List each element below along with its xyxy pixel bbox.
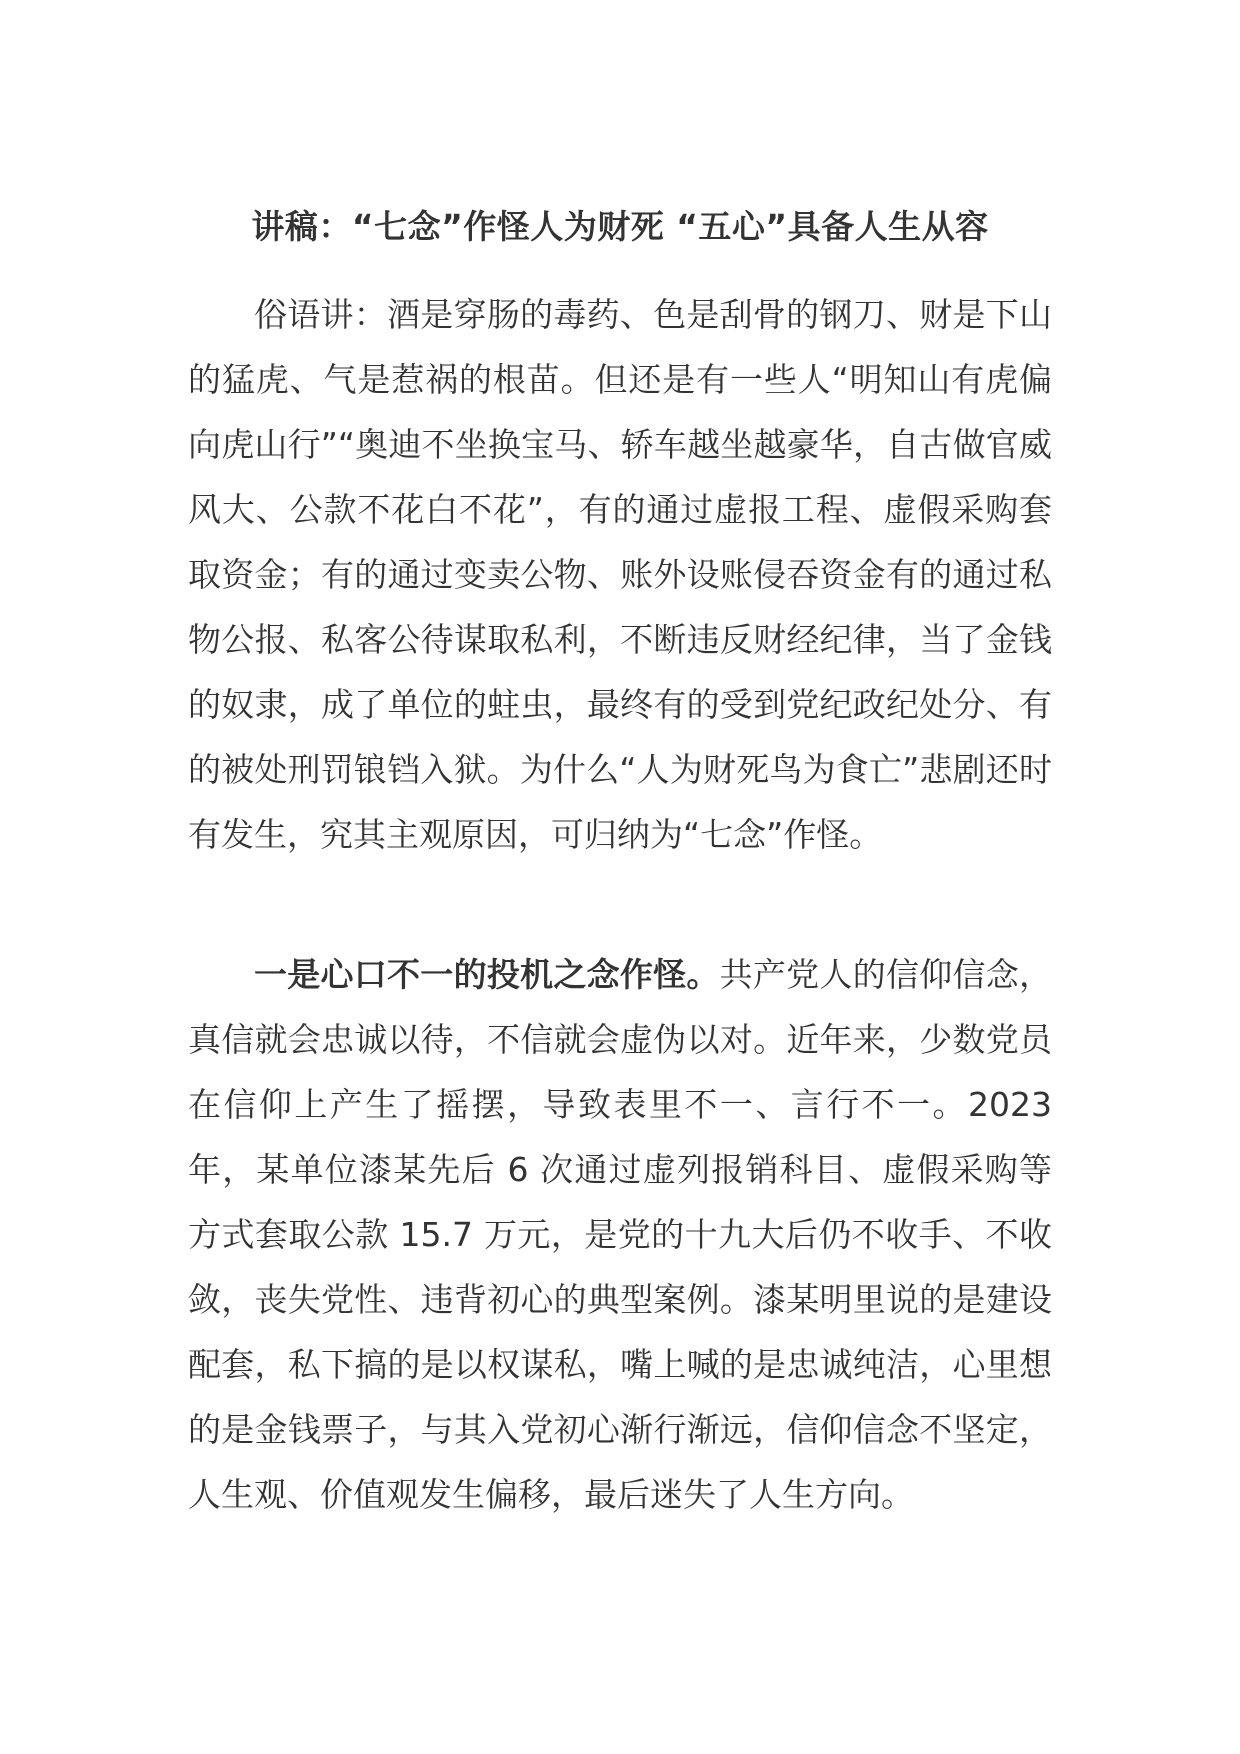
paragraph-point-one	[188, 942, 1052, 1527]
paragraph-point-one-lead: 一是心口不一的投机之念作怪。	[254, 955, 720, 994]
paragraph-intro-text: 俗语讲：酒是穿肠的毒药、色是刮骨的钢刀、财是下山的猛虎、气是惹祸的根苗。但还是有一些人“明知山有虎偏向虎山行”“奥迪不坐换宝马、轿车越坐越豪华，自古做官威风大、公款不花白不花”，有的通过虚报工程、虚假采购套取资金；有的通过变卖公物、账外设账侵吞资金有的通过私物公报、私客公待谋取私利，不断违反财经纪律，当了金钱的奴隶，成了单位的蛀虫，最终有的受到党纪政纪处分、有的被处刑罚锒铛入狱。为什么“人为财死鸟为食亡”悲剧还时有发生，究其主观原因，可归纳为“七念”作怪。	[188, 295, 1052, 854]
paragraph-point-one-text: 共产党人的信仰信念，真信就会忠诚以待，不信就会虚伪以对。近年来，少数党员在信仰上产生了摇摆，导致表里不一、言行不一。2023年，某单位漆某先后 6 次通过虚列报销科目、虚假采购等方式套取公款 15.7 万元，是党的十九大后仍不收手、不收敛，丧失党性、违背初心的典型案例。漆某明里说的是建设配套，私下搞的是以权谋私，嘴上喊的是忠诚纯洁，心里想的是金钱票子，与其入党初心渐行渐远，信仰信念不坚定，人生观、价值观发生偏移，最后迷失了人生方向。	[188, 955, 1053, 1514]
document-title: 讲稿：“七念”作怪人为财死 “五心”具备人生从容	[251, 207, 989, 246]
paragraph-intro	[188, 282, 1052, 867]
